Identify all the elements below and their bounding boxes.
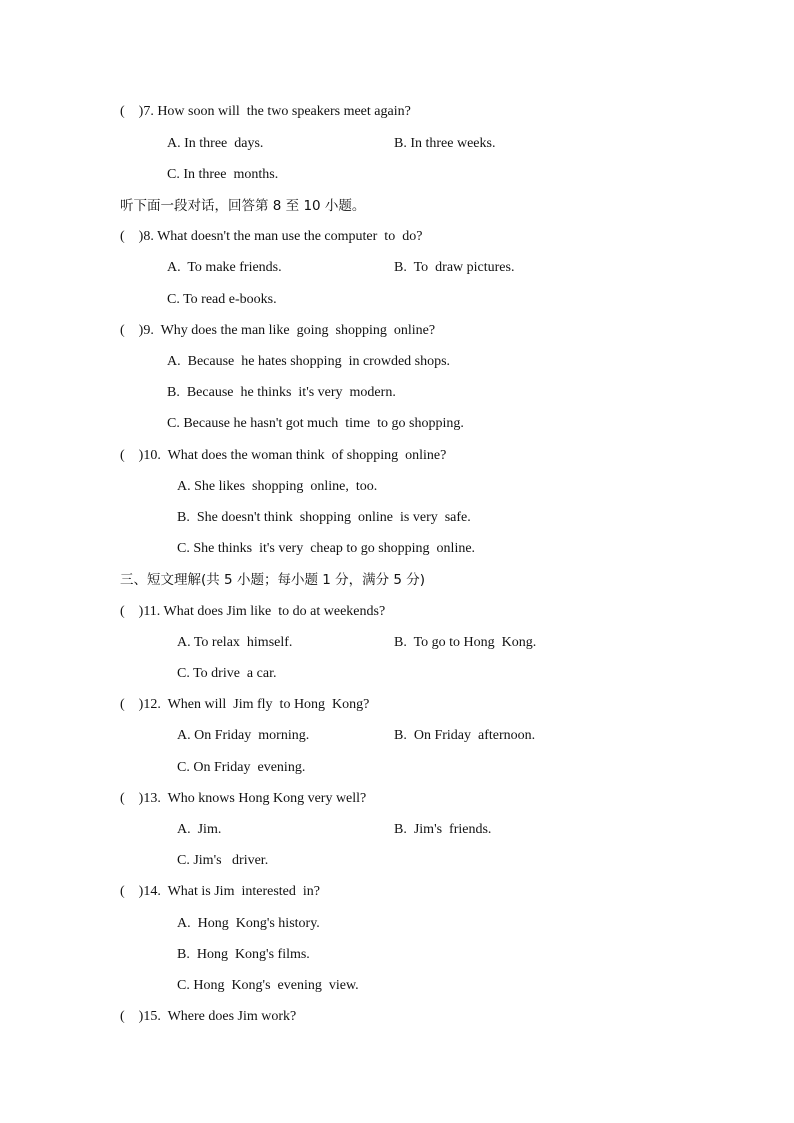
option-13a: A. Jim. — [177, 822, 222, 837]
question-14: ( )14. What is Jim interested in? — [120, 884, 320, 899]
option-11a: A. To relax himself. — [177, 635, 293, 650]
option-14c: C. Hong Kong's evening view. — [177, 978, 359, 993]
section-heading-reading: 三、短文理解(共 5 小题；每小题 1 分，满分 5 分) — [120, 572, 426, 588]
question-12: ( )12. When will Jim fly to Hong Kong? — [120, 697, 370, 712]
option-10c: C. She thinks it's very cheap to go shopping online. — [177, 541, 476, 556]
option-12a: A. On Friday morning. — [177, 728, 310, 743]
option-9c: C. Because he hasn't got much time to go shopping. — [167, 416, 464, 431]
option-9a: A. Because he hates shopping in crowded shops. — [167, 354, 451, 369]
question-8: ( )8. What doesn't the man use the computer to do? — [120, 229, 423, 244]
option-9b: B. Because he thinks it's very modern. — [167, 385, 396, 400]
option-8a: A. To make friends. — [167, 260, 282, 275]
option-12c: C. On Friday evening. — [177, 760, 306, 775]
question-13: ( )13. Who knows Hong Kong very well? — [120, 791, 367, 806]
option-13c: C. Jim's driver. — [177, 853, 269, 868]
option-11c: C. To drive a car. — [177, 666, 277, 681]
option-12b: B. On Friday afternoon. — [394, 728, 536, 743]
question-15: ( )15. Where does Jim work? — [120, 1009, 297, 1024]
question-7: ( )7. How soon will the two speakers meet again? — [120, 104, 411, 119]
option-10a: A. She likes shopping online, too. — [177, 479, 378, 494]
question-11: ( )11. What does Jim like to do at weekends? — [120, 604, 386, 619]
section-heading-dialogue: 听下面一段对话，回答第 8 至 10 小题。 — [120, 198, 366, 214]
option-11b: B. To go to Hong Kong. — [394, 635, 537, 650]
option-7a: A. In three days. — [167, 136, 264, 151]
option-7b: B. In three weeks. — [394, 136, 496, 151]
option-14a: A. Hong Kong's history. — [177, 916, 320, 931]
option-7c: C. In three months. — [167, 167, 279, 182]
option-14b: B. Hong Kong's films. — [177, 947, 310, 962]
question-9: ( )9. Why does the man like going shopping online? — [120, 323, 436, 338]
option-8b: B. To draw pictures. — [394, 260, 515, 275]
option-13b: B. Jim's friends. — [394, 822, 492, 837]
option-8c: C. To read e-books. — [167, 292, 277, 307]
question-10: ( )10. What does the woman think of shopping online? — [120, 448, 447, 463]
option-10b: B. She doesn't think shopping online is very safe. — [177, 510, 471, 525]
